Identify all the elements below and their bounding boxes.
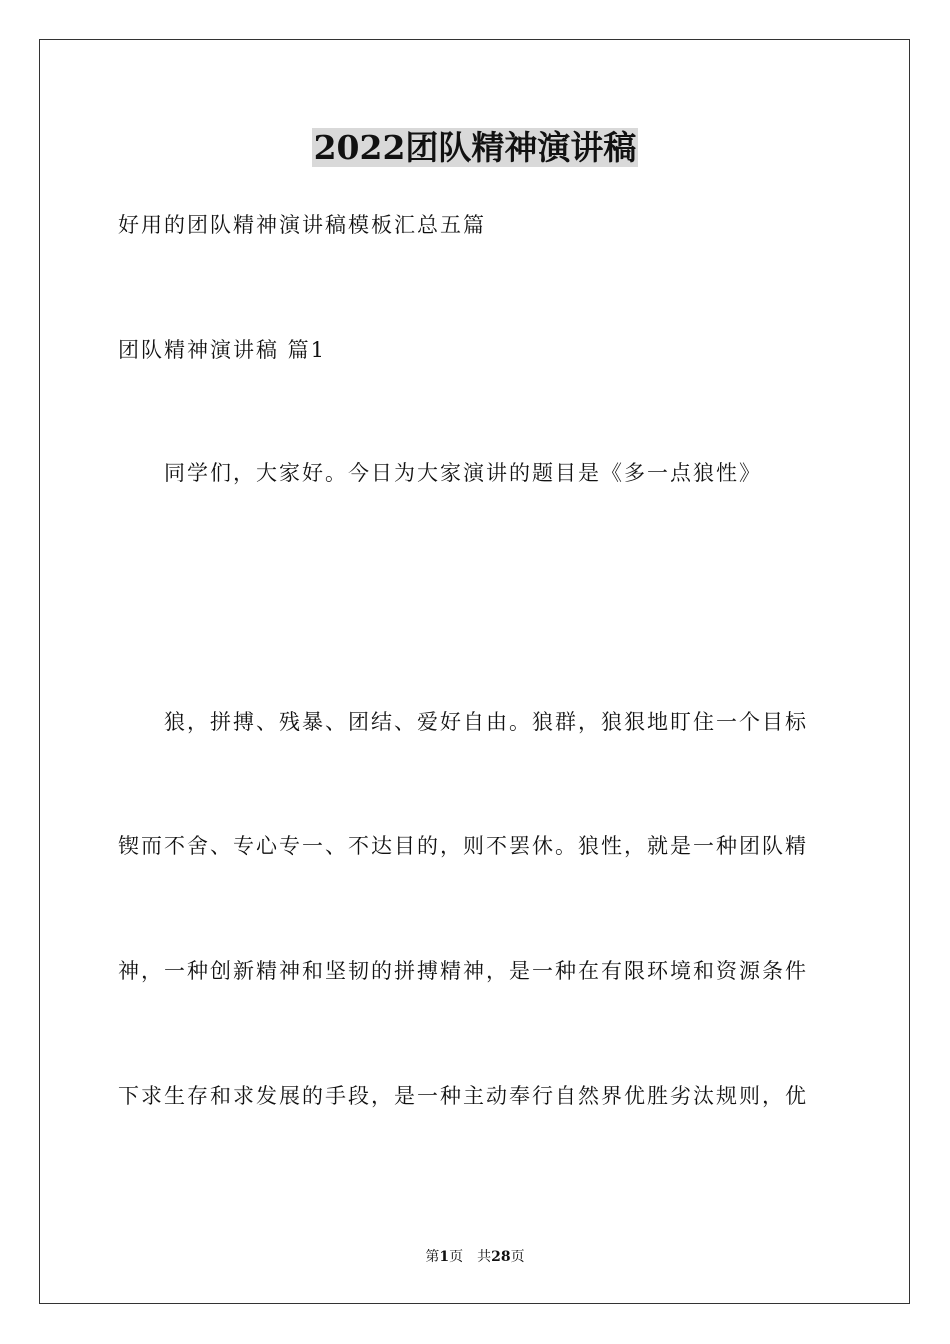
paragraph-line: 锲而不舍、专心专一、不达目的，则不罢休。狼性，就是一种团队精	[118, 834, 808, 858]
section-heading: 团队精神演讲稿 篇1	[118, 338, 327, 362]
paragraph-line: 神，一种创新精神和坚韧的拼搏精神，是一种在有限环境和资源条件	[118, 959, 808, 983]
total-prefix: 共	[477, 1249, 492, 1265]
page-suffix: 页	[449, 1249, 464, 1265]
paragraph-line: 下求生存和求发展的手段，是一种主动奉行自然界优胜劣汰规则，优	[118, 1084, 808, 1108]
page-number: 1	[439, 1249, 450, 1265]
document-subtitle: 好用的团队精神演讲稿模板汇总五篇	[118, 213, 486, 237]
document-title-text: 2022团队精神演讲稿	[313, 128, 637, 167]
total-pages: 28	[491, 1249, 511, 1265]
paragraph-line: 同学们，大家好。今日为大家演讲的题目是《多一点狼性》	[164, 461, 762, 485]
page-footer	[0, 1247, 950, 1267]
page-prefix: 第	[425, 1249, 440, 1265]
document-title	[0, 124, 950, 172]
total-suffix: 页	[510, 1249, 525, 1265]
paragraph-line: 狼，拼搏、残暴、团结、爱好自由。狼群，狼狠地盯住一个目标	[164, 710, 808, 734]
